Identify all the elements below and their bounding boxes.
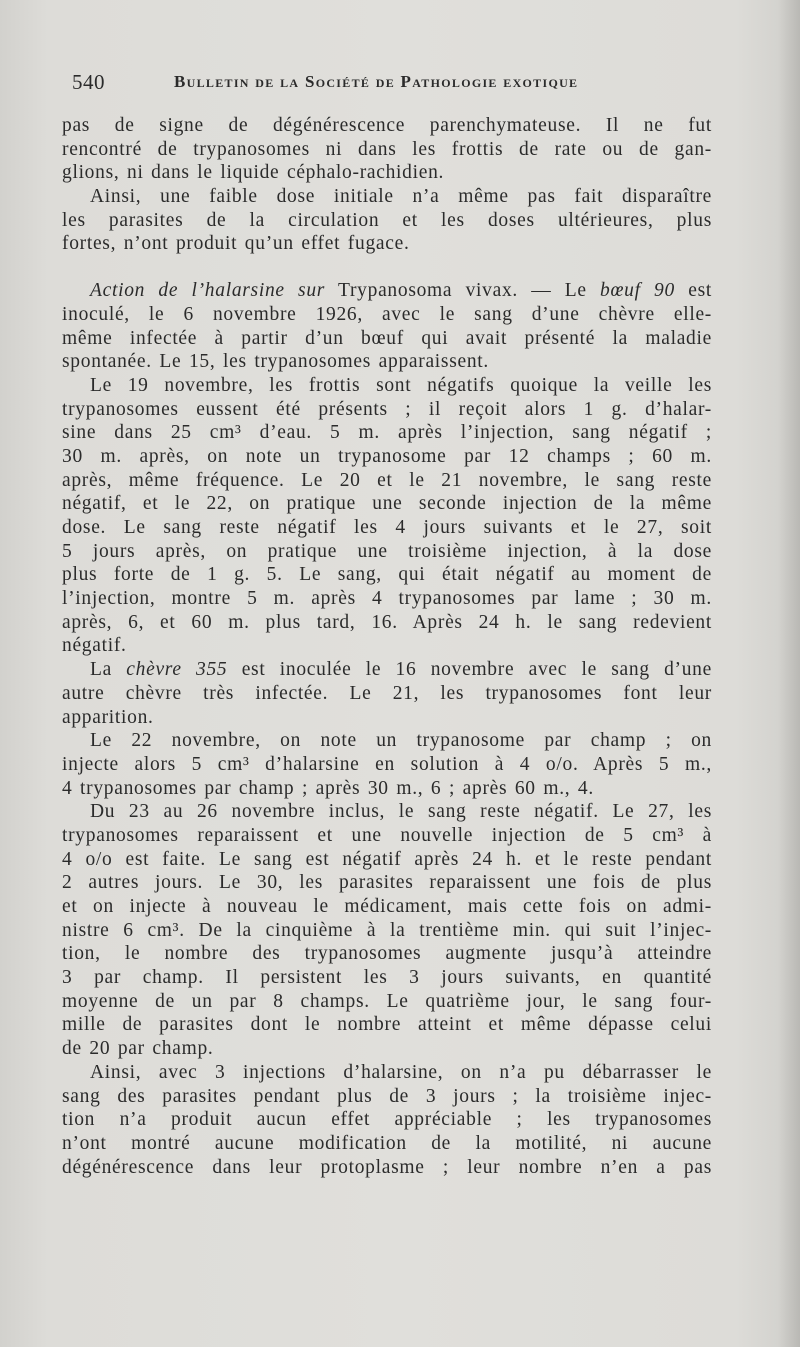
animal-id-italic: chèvre 355 — [126, 659, 228, 681]
text-line: 2 autres jours. Le 30, les parasites reparaissent une fois de plus — [62, 872, 712, 894]
paragraph — [62, 374, 712, 658]
text-line: et on injecte à nouveau le médicament, mais cette fois on admi- — [62, 896, 712, 917]
text-span: est inoculée le 16 novembre avec le sang d’une — [241, 659, 712, 681]
paragraph — [62, 800, 712, 1061]
text-line: Le 19 novembre, les frottis sont négatifs quoique la veille les — [90, 374, 712, 396]
running-title: Bulletin de la Société de Pathologie exotique — [174, 72, 579, 91]
text-line: nistre 6 cm³. De la cinquième à la trentième min. qui suit l’injec- — [62, 919, 712, 941]
paragraph — [62, 279, 712, 374]
text-line: pas de signe de dégénérescence parenchymateuse. Il ne fut — [62, 115, 712, 136]
text-line: n’ont montré aucune modification de la motilité, ni aucune — [62, 1132, 712, 1154]
text-line — [62, 279, 712, 303]
text-line: autre chèvre très infectée. Le 21, les trypanosomes font leur — [62, 682, 712, 704]
text-line: Ainsi, une faible dose initiale n’a même pas fait disparaître — [90, 186, 712, 208]
text-span: La — [90, 659, 112, 681]
text-line: mille de parasites dont le nombre atteint et même dépasse celui — [62, 1014, 712, 1036]
text-line: moyenne de un par 8 champs. Le quatrième jour, le sang four- — [62, 990, 712, 1012]
text-line: négatif. — [62, 635, 127, 657]
text-line: trypanosomes reparaissent et une nouvelle injection de 5 cm³ à — [62, 824, 712, 846]
text-line: apparition. — [62, 706, 154, 728]
text-line: 4 o/o est faite. Le sang est négatif après 24 h. et le reste pendant — [62, 848, 712, 870]
text-line: spontanée. Le 15, les trypanosomes apparaissent. — [62, 351, 489, 373]
paragraph — [62, 729, 712, 800]
text-line: après, 6, et 60 m. plus tard, 16. Après 24 h. le sang redevient — [62, 611, 712, 633]
text-line: les parasites de la circulation et les doses ultérieures, plus — [62, 209, 712, 231]
section-gap — [62, 256, 712, 279]
text-line: négatif, et le 22, on pratique une seconde injection de la même — [62, 493, 712, 515]
paragraph — [62, 114, 712, 185]
text-span: Trypanosoma vivax. — Le — [338, 280, 587, 302]
text-line: après, même fréquence. Le 20 et le 21 novembre, le sang reste — [62, 469, 712, 491]
page-edge-shadow — [778, 0, 800, 1347]
animal-id-italic: bœuf 90 — [600, 280, 675, 302]
text-line: tion n’a produit aucun effet appréciable ; les trypanosomes — [62, 1109, 712, 1131]
page-header — [72, 70, 732, 100]
text-line: rencontré de trypanosomes ni dans les frottis de rate ou de gan- — [62, 138, 712, 160]
text-line: 30 m. après, on note un trypanosome par 12 champs ; 60 m. — [62, 445, 712, 467]
text-line: sang des parasites pendant plus de 3 jours ; la troisième injec- — [62, 1085, 712, 1107]
text-line: plus forte de 1 g. 5. Le sang, qui était négatif au moment de — [62, 564, 712, 586]
text-line: injecte alors 5 cm³ d’halarsine en solution à 4 o/o. Après 5 m., — [62, 753, 712, 775]
text-line: 5 jours après, on pratique une troisième injection, à la dose — [62, 540, 712, 562]
text-line: fortes, n’ont produit qu’un effet fugace. — [62, 233, 410, 255]
paragraph — [62, 185, 712, 256]
section-heading-italic: Action de l’halarsine sur — [90, 280, 326, 302]
text-line: trypanosomes eussent été présents ; il reçoit alors 1 g. d’halar- — [62, 398, 712, 420]
paragraph — [62, 658, 712, 729]
text-line: 3 par champ. Il persistent les 3 jours suivants, en quantité — [62, 967, 712, 989]
text-span: est — [688, 280, 712, 302]
text-line: dose. Le sang reste négatif les 4 jours suivants et le 27, soit — [62, 517, 712, 538]
text-line: glions, ni dans le liquide céphalo-rachidien. — [62, 162, 445, 184]
paragraph — [62, 1061, 712, 1179]
text-line: de 20 par champ. — [62, 1038, 214, 1060]
text-line: Le 22 novembre, on note un trypanosome par champ ; on — [90, 730, 712, 752]
text-line: même infectée à partir d’un bœuf qui avait présenté la maladie — [62, 327, 712, 349]
text-line: Du 23 au 26 novembre inclus, le sang reste négatif. Le 27, les — [90, 801, 712, 823]
text-line — [62, 658, 712, 682]
text-line: 4 trypanosomes par champ ; après 30 m., 6 ; après 60 m., 4. — [62, 777, 594, 799]
text-line: tion, le nombre des trypanosomes augmente jusqu’à atteindre — [62, 943, 712, 965]
text-line: sine dans 25 cm³ d’eau. 5 m. après l’injection, sang négatif ; — [62, 422, 712, 444]
text-line: dégénérescence dans leur protoplasme ; leur nombre n’en a pas — [62, 1156, 712, 1178]
text-line: Ainsi, avec 3 injections d’halarsine, on n’a pu débarrasser le — [90, 1061, 712, 1083]
body-text — [62, 114, 712, 1179]
text-line: inoculé, le 6 novembre 1926, avec le sang d’une chèvre elle- — [62, 303, 712, 325]
text-line: l’injection, montre 5 m. après 4 trypanosomes par lame ; 30 m. — [62, 588, 712, 610]
page-number: 540 — [72, 70, 105, 94]
